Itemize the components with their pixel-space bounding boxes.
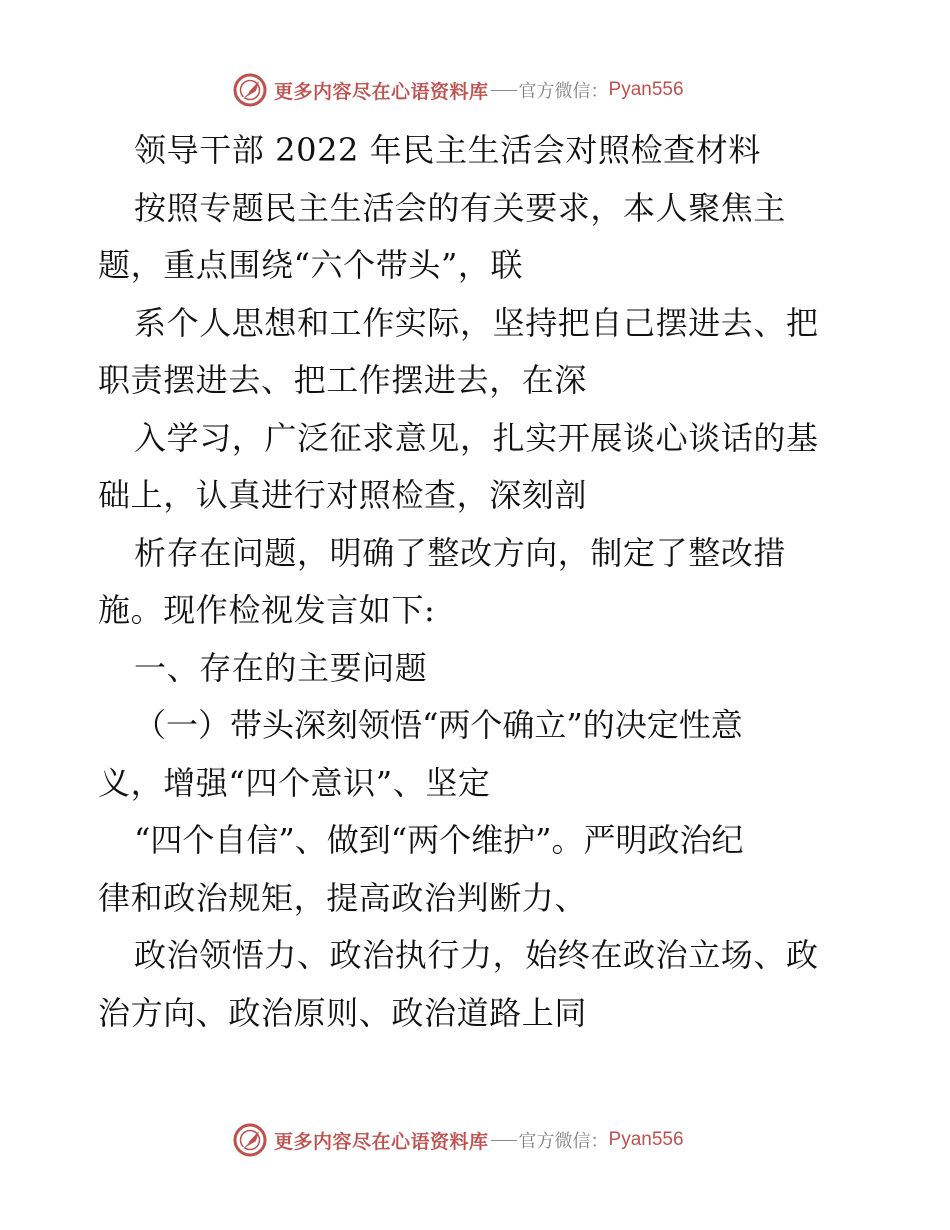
footer-banner-wechat-id: Pyan556 — [608, 1129, 684, 1150]
header-banner-wechat-id: Pyan556 — [608, 79, 684, 100]
header-banner — [232, 72, 684, 108]
text-line: 入学习，广泛征求意见，扎实开展谈心谈话的基 — [134, 418, 819, 457]
text-line: 义，增强“四个意识”、坚定 — [98, 763, 491, 802]
text-line: 析存在问题，明确了整改方向，制定了整改措 — [134, 533, 787, 572]
section-heading: 一、存在的主要问题 — [134, 648, 428, 687]
footer-banner — [232, 1122, 684, 1158]
text-line: 政治领悟力、政治执行力，始终在政治立场、政 — [134, 936, 819, 974]
header-banner-dash — [491, 90, 517, 91]
text-line: 础上，认真进行对照检查，深刻剖 — [98, 476, 588, 514]
subsection-heading: （一）带头深刻领悟“两个确立”的决定性意 — [134, 706, 743, 744]
header-banner-wechat-label: 官方微信： — [518, 81, 609, 102]
text-line: 治方向、政治原则、政治道路上同 — [98, 993, 588, 1032]
text-line: 职责摆进去、把工作摆进去，在深 — [98, 361, 588, 399]
footer-banner-title: 更多内容尽在心语资料库 — [274, 1130, 489, 1153]
quill-logo-icon — [232, 72, 268, 108]
text-line: 系个人思想和工作实际，坚持把自己摆进去、把 — [134, 303, 819, 342]
quill-logo-icon — [232, 1122, 268, 1158]
footer-banner-dash — [491, 1140, 517, 1141]
text-line: 施。现作检视发言如下: — [98, 591, 436, 629]
text-line: 题，重点围绕“六个带头”，联 — [98, 246, 524, 284]
text-line: 律和政治规矩，提高政治判断力、 — [98, 878, 588, 917]
text-line: 按照专题民主生活会的有关要求，本人聚焦主 — [134, 188, 787, 227]
header-banner-title: 更多内容尽在心语资料库 — [274, 80, 489, 103]
text-line: “四个自信”、做到“两个维护”。严明政治纪 — [134, 821, 744, 859]
document-title: 领导干部 2022 年民主生活会对照检查材料 — [134, 131, 761, 169]
footer-banner-wechat-label: 官方微信： — [518, 1131, 609, 1152]
document-body — [98, 122, 858, 1042]
